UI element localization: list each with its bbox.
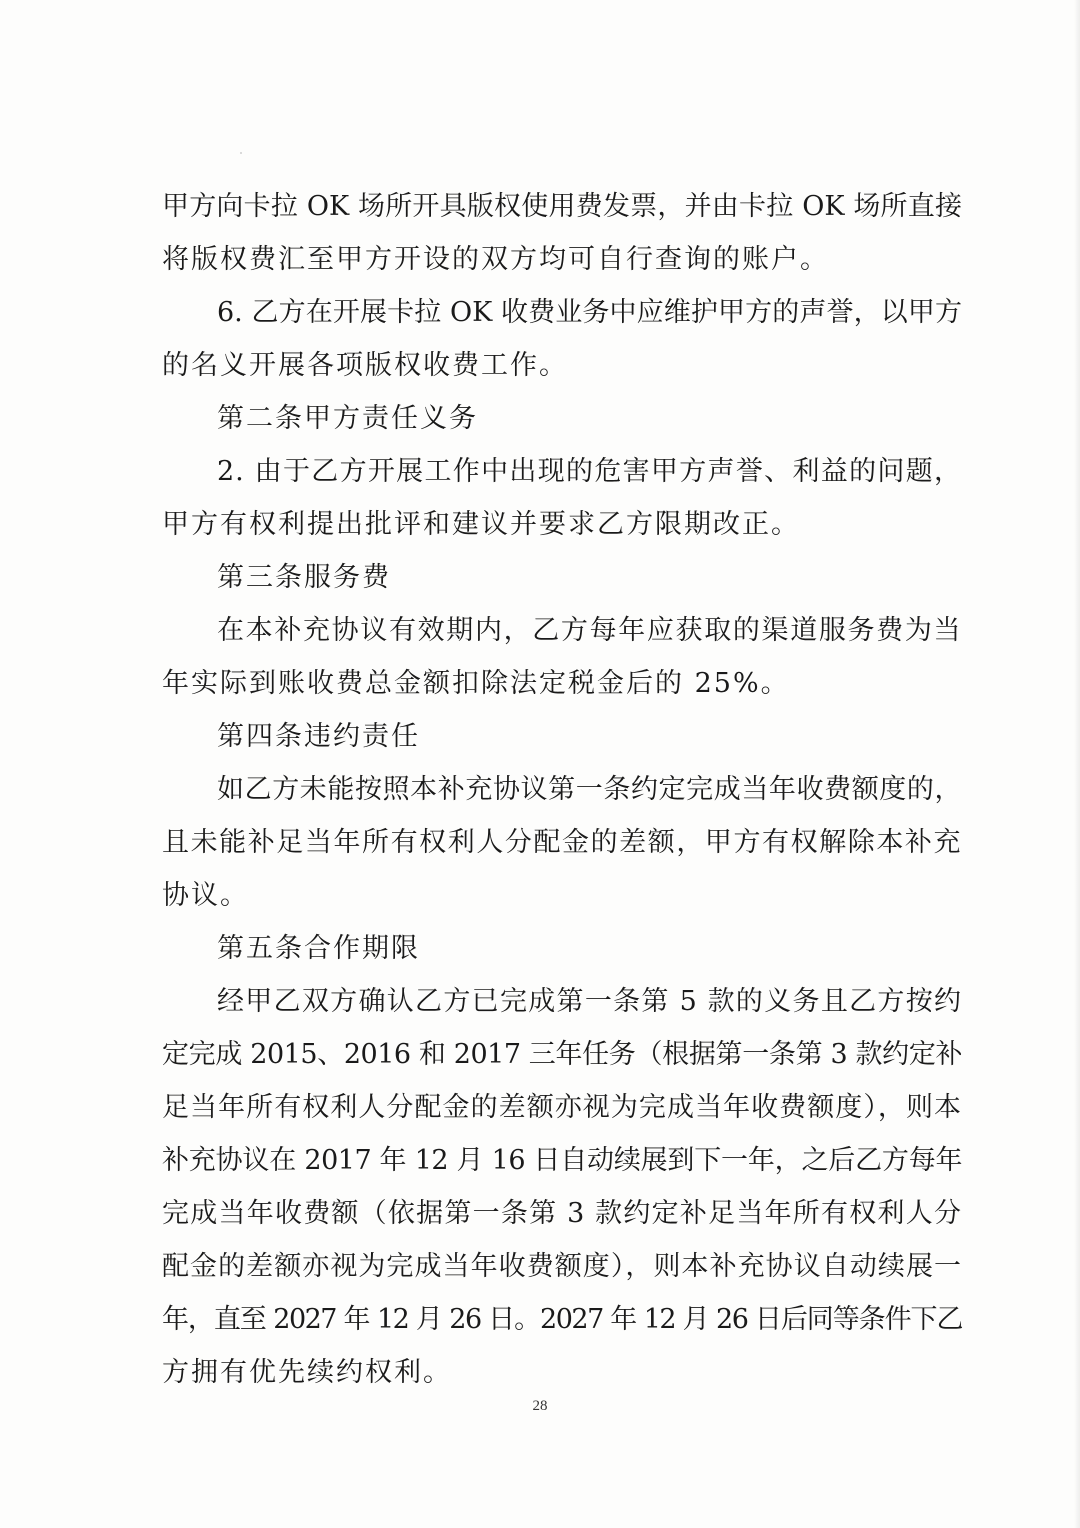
- text-line: 如乙方未能按照本补充协议第一条约定完成当年收费额度的，: [217, 774, 962, 805]
- text-line: 甲方向卡拉 OK 场所开具版权使用费发票，并由卡拉 OK 场所直接: [162, 191, 962, 222]
- text-line: 经甲乙双方确认乙方已完成第一条第 5 款的义务且乙方按约: [217, 986, 962, 1017]
- document-body: [162, 180, 962, 1399]
- text-line: 6. 乙方在开展卡拉 OK 收费业务中应维护甲方的声誉，以甲方: [217, 297, 962, 328]
- scan-speck: [240, 152, 242, 154]
- text-line: 方拥有优先续约权利。: [162, 1357, 452, 1388]
- text-line: 2. 由于乙方开展工作中出现的危害甲方声誉、利益的问题，: [217, 456, 962, 487]
- text-line: 补充协议在 2017 年 12 月 16 日自动续展到下一年，之后乙方每年: [162, 1145, 962, 1176]
- text-line: 将版权费汇至甲方开设的双方均可自行查询的账户。: [162, 244, 829, 275]
- section-heading: 第五条合作期限: [217, 933, 420, 964]
- text-line: 配金的差额亦视为完成当年收费额度），则本补充协议自动续展一: [162, 1251, 962, 1282]
- text-line: 在本补充协议有效期内，乙方每年应获取的渠道服务费为当: [217, 615, 962, 646]
- section-heading: 第二条甲方责任义务: [217, 403, 478, 434]
- text-line: 定完成 2015、2016 和 2017 三年任务（根据第一条第 3 款约定补: [162, 1039, 962, 1070]
- page-number: 28: [532, 1398, 548, 1414]
- section-heading: 第三条服务费: [217, 562, 391, 593]
- text-line: 甲方有权利提出批评和建议并要求乙方限期改正。: [162, 509, 800, 540]
- text-line: 且未能补足当年所有权利人分配金的差额，甲方有权解除本补充: [162, 827, 962, 858]
- text-line: 足当年所有权利人分配金的差额亦视为完成当年收费额度），则本: [162, 1092, 962, 1123]
- text-line: 年实际到账收费总金额扣除法定税金后的 25%。: [162, 668, 790, 699]
- section-heading: 第四条违约责任: [217, 721, 420, 752]
- text-line: 协议。: [162, 880, 249, 911]
- text-line: 完成当年收费额（依据第一条第 3 款约定补足当年所有权利人分: [162, 1198, 962, 1229]
- text-line: 年，直至 2027 年 12 月 26 日。2027 年 12 月 26 日后同等条件下乙: [162, 1304, 962, 1335]
- text-line: 的名义开展各项版权收费工作。: [162, 350, 568, 381]
